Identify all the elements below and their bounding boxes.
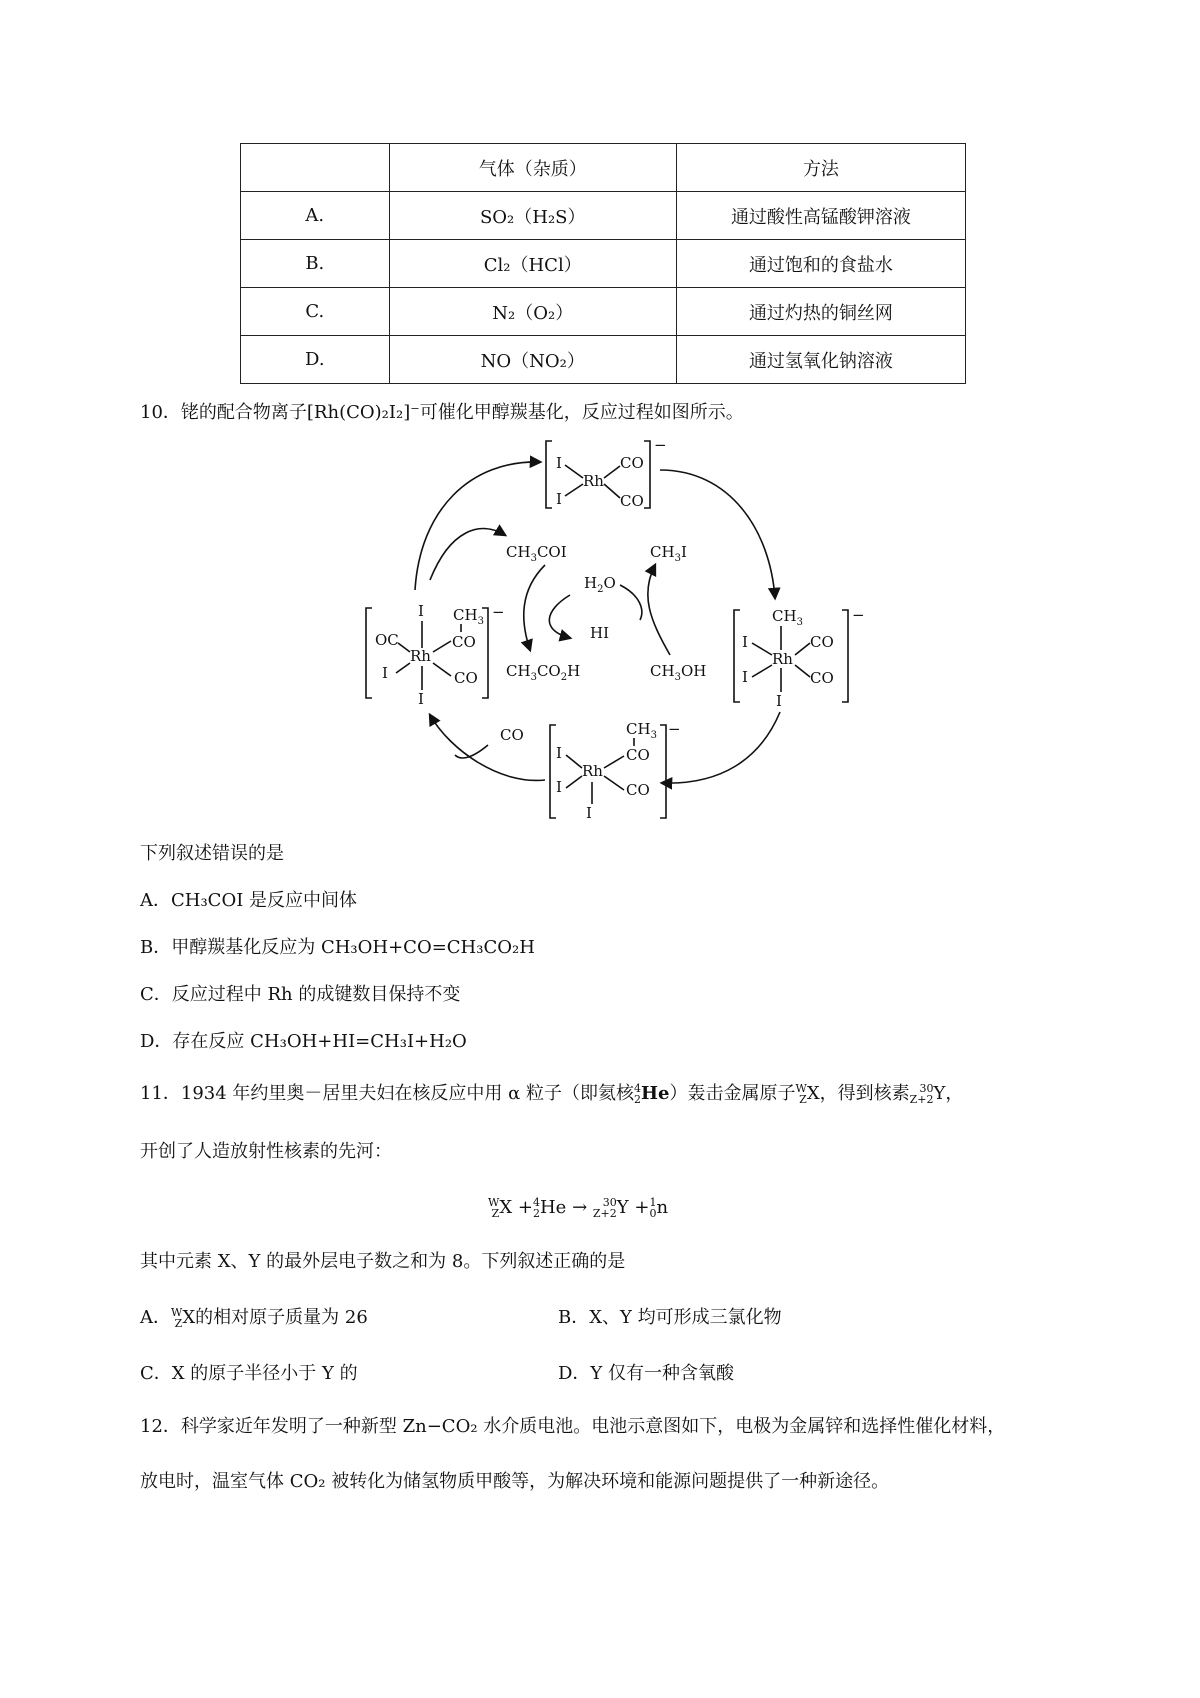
charge-label: − bbox=[654, 436, 667, 454]
charge-label: − bbox=[492, 603, 505, 621]
table-cell-gas: N₂（O₂） bbox=[389, 288, 676, 336]
q11-stem-b: ）轰击金属原子 bbox=[669, 1083, 796, 1104]
table-cell-method: 通过灼热的铜丝网 bbox=[676, 288, 965, 336]
q10-option-c: C．反应过程中 Rh 的成键数目保持不变 bbox=[140, 984, 461, 1005]
table-cell-gas: Cl₂（HCl） bbox=[389, 240, 676, 288]
iodide-label: I bbox=[586, 804, 592, 822]
x-z: Z bbox=[799, 1093, 807, 1106]
methyl-label: $CH_3$ bbox=[772, 607, 803, 628]
table-cell-option: C. bbox=[241, 288, 390, 336]
x-symbol: X bbox=[806, 1083, 820, 1104]
q10-option-b: B．甲醇羰基化反应为 CH₃OH+CO=CH₃CO₂H bbox=[140, 937, 535, 958]
q11-stem-a: 11．1934 年约里奥－居里夫妇在核反应中用 α 粒子（即氦核 bbox=[140, 1083, 635, 1104]
iodide-label: I bbox=[418, 690, 424, 708]
cycle-arrow bbox=[660, 470, 775, 598]
rhodium-label: Rh bbox=[582, 762, 603, 780]
table-header-cell: 方法 bbox=[676, 144, 965, 192]
carbonyl-label: CO bbox=[620, 492, 644, 510]
species-hi: HI bbox=[590, 624, 610, 642]
q12-line2: 放电时，温室气体 CO₂ 被转化为储氢物质甲酸等，为解决环境和能源问题提供了一种新途径。 bbox=[140, 1471, 890, 1492]
species-ch3i: $CH_3I$ bbox=[650, 543, 687, 564]
carbonyl-label: CO bbox=[810, 669, 834, 687]
iodide-label: I bbox=[742, 668, 748, 686]
species-h2o: $H_2O$ bbox=[584, 574, 616, 595]
co-arrow bbox=[455, 745, 488, 758]
species-co: CO bbox=[500, 726, 524, 744]
q11-option-b: B．X、Y 均可形成三氯化物 bbox=[558, 1307, 782, 1328]
carbonyl-label: CO bbox=[454, 669, 478, 687]
iodide-label: I bbox=[556, 778, 562, 796]
table-cell-option: D. bbox=[241, 336, 390, 384]
he-mass: 4 bbox=[634, 1082, 642, 1095]
iodide-label: I bbox=[382, 664, 388, 682]
cycle-arrow bbox=[524, 565, 545, 650]
catalytic-cycle-diagram bbox=[0, 0, 1200, 840]
cycle-arrow bbox=[648, 565, 670, 655]
carbonyl-label: CO bbox=[810, 633, 834, 651]
cycle-arrow bbox=[430, 529, 505, 580]
q11-stem bbox=[140, 1082, 963, 1106]
carbonyl-label: CO bbox=[620, 454, 644, 472]
iodide-label: I bbox=[556, 490, 562, 508]
rhodium-label: Rh bbox=[772, 650, 793, 668]
table-cell-gas: NO（NO₂） bbox=[389, 336, 676, 384]
q10-option-a: A．CH₃COI 是反应中间体 bbox=[140, 890, 358, 911]
iodide-label: I bbox=[556, 454, 562, 472]
methyl-label: $CH_3$ bbox=[453, 606, 484, 627]
species-ch3co2h: $CH_3CO_2H$ bbox=[506, 662, 581, 683]
q11-option-a: A．W ZX的相对原子质量为 26 bbox=[140, 1306, 368, 1330]
q11-option-d: D．Y 仅有一种含氧酸 bbox=[558, 1363, 735, 1384]
y-symbol: Y bbox=[933, 1083, 946, 1104]
he-z: 2 bbox=[634, 1093, 642, 1106]
q11-stem-d: ， bbox=[945, 1083, 964, 1104]
charge-label: − bbox=[852, 606, 865, 624]
y-z: Z+2 bbox=[909, 1093, 934, 1106]
carbonyl-label: CO bbox=[626, 746, 650, 764]
charge-label: − bbox=[668, 720, 681, 738]
table-cell-gas: SO₂（H₂S） bbox=[389, 192, 676, 240]
iodide-label: I bbox=[556, 744, 562, 762]
nuclear-equation: W ZX +4 2He → 30 Z+2Y +1 0n bbox=[488, 1196, 669, 1220]
table-cell-option: B. bbox=[241, 240, 390, 288]
species-ch3coi: $CH_3COI$ bbox=[506, 543, 567, 564]
table-cell-method: 通过酸性高锰酸钾溶液 bbox=[676, 192, 965, 240]
complex-bottom bbox=[550, 720, 681, 822]
table-cell-method: 通过饱和的食盐水 bbox=[676, 240, 965, 288]
rhodium-label: Rh bbox=[583, 472, 604, 490]
q10-prompt: 下列叙述错误的是 bbox=[140, 843, 284, 864]
table-header-cell: 气体（杂质） bbox=[389, 144, 676, 192]
complex-top bbox=[546, 436, 667, 510]
table-cell-option: A. bbox=[241, 192, 390, 240]
q11-stem-c: ，得到核素 bbox=[819, 1083, 910, 1104]
rhodium-label: Rh bbox=[410, 647, 431, 665]
complex-left bbox=[366, 602, 505, 708]
cycle-arrow bbox=[620, 585, 642, 620]
q10-stem: 10．铑的配合物离子[Rh(CO)₂I₂]⁻可催化甲醇羰基化，反应过程如图所示。 bbox=[140, 402, 744, 423]
q12-line1: 12．科学家近年发明了一种新型 Zn−CO₂ 水介质电池。电池示意图如下，电极为金属锌和选择性催化材料， bbox=[140, 1416, 1006, 1437]
oc-label: OC bbox=[375, 631, 399, 649]
iodide-label: I bbox=[742, 633, 748, 651]
cycle-arrow bbox=[549, 595, 570, 638]
carbonyl-label: CO bbox=[626, 781, 650, 799]
y-mass: 30 bbox=[919, 1082, 934, 1095]
q10-option-d: D．存在反应 CH₃OH+HI=CH₃I+H₂O bbox=[140, 1031, 467, 1052]
species-ch3oh: $CH_3OH$ bbox=[650, 662, 707, 683]
iodide-label: I bbox=[776, 692, 782, 710]
q11-stem3: 其中元素 X、Y 的最外层电子数之和为 8。下列叙述正确的是 bbox=[140, 1251, 626, 1272]
q11-option-c: C．X 的原子半径小于 Y 的 bbox=[140, 1363, 358, 1384]
methyl-label: $CH_3$ bbox=[626, 720, 657, 741]
he-symbol: He bbox=[641, 1083, 670, 1104]
iodide-label: I bbox=[418, 602, 424, 620]
q11-stem2: 开创了人造放射性核素的先河： bbox=[140, 1141, 392, 1162]
cycle-arrow bbox=[430, 715, 545, 780]
carbonyl-label: CO bbox=[452, 633, 476, 651]
table-cell-method: 通过氢氧化钠溶液 bbox=[676, 336, 965, 384]
x-mass: W bbox=[795, 1082, 807, 1095]
complex-right bbox=[734, 606, 865, 710]
